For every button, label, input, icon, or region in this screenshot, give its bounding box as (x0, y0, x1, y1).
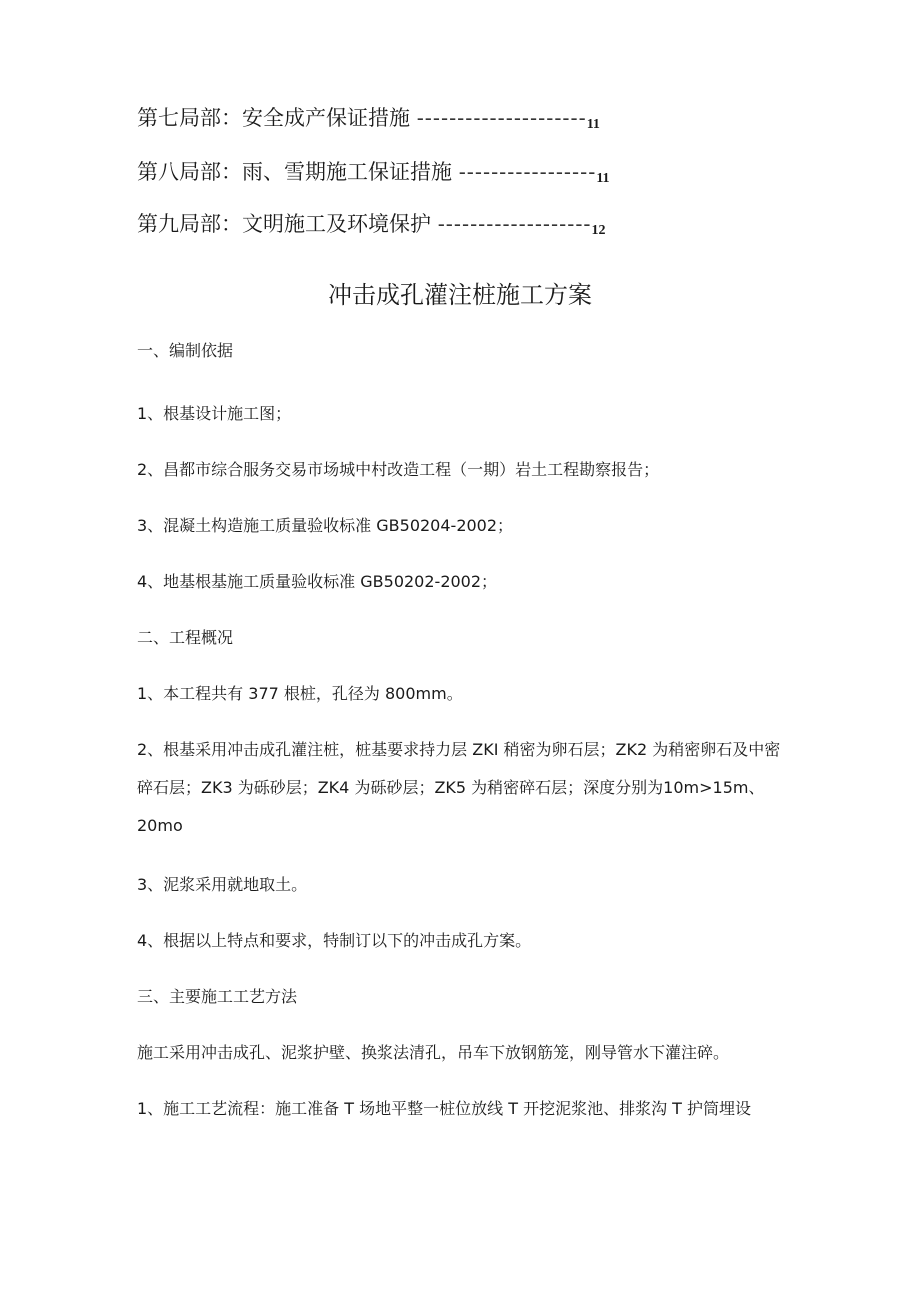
toc-label: 第九局部：文明施工及环境保护 (137, 212, 431, 236)
toc-leader: ----------------- (458, 160, 597, 184)
paragraph: 3、混凝土构造施工质量验收标准 GB50204-2002； (137, 516, 514, 535)
toc-leader: --------------------- (416, 106, 587, 130)
toc-page-number: 11 (586, 117, 600, 132)
paragraph: 4、地基根基施工质量验收标准 GB50202-2002； (137, 572, 498, 591)
paragraph: 1、施工工艺流程：施工准备 T 场地平整一桩位放线 T 开挖泥浆池、排浆沟 T 护筒埋设 (137, 1099, 752, 1118)
paragraph: 2、昌都市综合服务交易市场城中村改造工程（一期）岩土工程勘察报告； (137, 460, 660, 479)
paragraph-multiline: 2、根基采用冲击成孔灌注桩，桩基要求持力层 ZKI 稍密为卵石层；ZK2 为稍密卵石及中密碎石层；ZK3 为砾砂层；ZK4 为砾砂层；ZK5 为稍密碎石层；深度分别为10m>15m、20mo (137, 740, 781, 835)
paragraph: 施工采用冲击成孔、泥浆护壁、换浆法清孔，吊车下放钢筋笼，刚导管水下灌注碎。 (137, 1043, 730, 1062)
section-heading: 一、编制依据 (137, 341, 234, 360)
toc-label: 第七局部：安全成产保证措施 (137, 106, 410, 130)
toc-label: 第八局部：雨、雪期施工保证措施 (137, 160, 452, 184)
toc-entry[interactable] (137, 211, 606, 244)
toc-page-number: 12 (591, 223, 606, 238)
document-title: 冲击成孔灌注桩施工方案 (328, 281, 592, 309)
paragraph: 3、泥浆采用就地取土。 (137, 875, 308, 894)
paragraph: 1、本工程共有 377 根桩，孔径为 800mm。 (137, 684, 463, 703)
paragraph: 4、根据以上特点和要求，特制订以下的冲击成孔方案。 (137, 931, 532, 950)
toc-leader: ------------------- (437, 212, 592, 236)
paragraph: 1、根基设计施工图； (137, 404, 292, 423)
toc-entry[interactable] (137, 159, 610, 192)
toc-page-number: 11 (596, 171, 610, 186)
section-heading: 二、工程概况 (137, 628, 234, 647)
toc-entry[interactable] (137, 105, 600, 138)
section-heading: 三、主要施工工艺方法 (137, 987, 298, 1006)
